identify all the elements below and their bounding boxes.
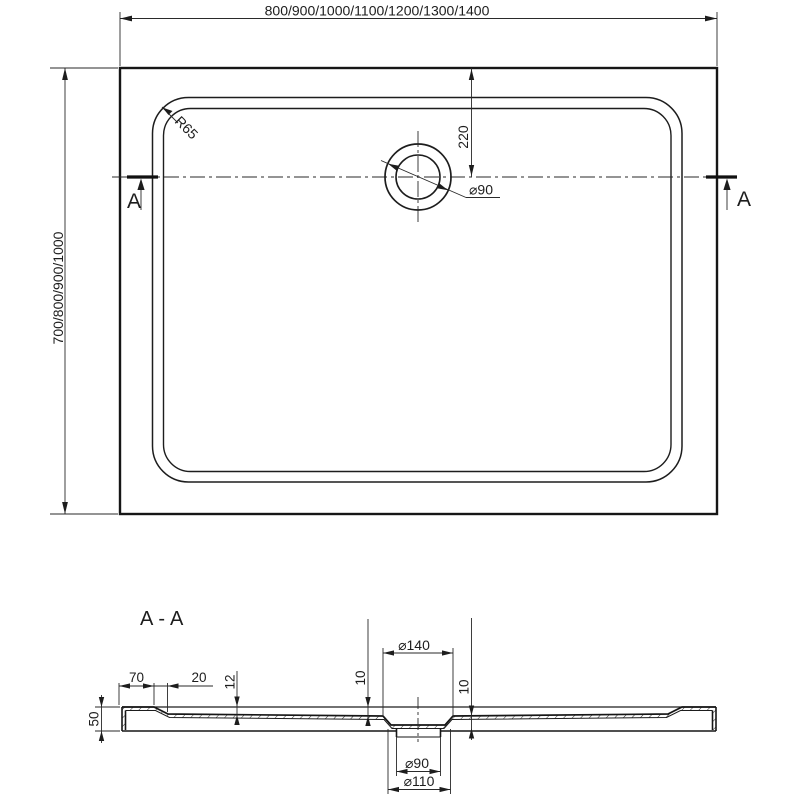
dim-recess-depth-label: 10 (456, 679, 472, 695)
dim-rim-width-label: 70 (128, 670, 145, 685)
dim-drain-offset-label: 220 (455, 125, 471, 149)
section-view (87, 608, 717, 794)
arrow-down-icon (234, 697, 239, 707)
dim-recess-bottom-diameter-label: ⌀110 (403, 773, 435, 789)
arrow-left-icon (388, 787, 399, 792)
dim-drain-offset (469, 68, 474, 177)
arrow-left-icon (168, 683, 179, 688)
arrow-radius-icon (163, 108, 173, 116)
dim-rim-depth-label: 12 (222, 674, 238, 690)
arrow-down-icon (469, 165, 474, 176)
arrow-down-icon (99, 697, 104, 707)
section-title: A-A (140, 608, 189, 630)
top-view (50, 3, 751, 515)
arrow-down-icon (62, 502, 68, 514)
dim-corner-radius-label: R65 (171, 112, 202, 143)
basin-inner-rounded-rect (164, 109, 672, 472)
tray-outer-rect (120, 68, 717, 514)
arrow-down-icon (469, 706, 474, 716)
arrow-up-icon (62, 68, 68, 80)
arrow-up-icon (469, 69, 474, 80)
dim-width-label: 800/900/1000/1100/1200/1300/1400 (264, 2, 490, 19)
dim-recess-top-diameter-label: ⌀140 (398, 637, 430, 653)
arrow-up-icon (723, 179, 730, 191)
dim-floor-depth-label: 10 (353, 670, 368, 686)
dim-slope-width-label: 20 (191, 670, 207, 685)
arrow-up-icon (99, 731, 104, 741)
tray-shell-outline (122, 707, 716, 737)
arrow-up-icon (137, 179, 144, 191)
dim-drain-diameter-label: ⌀90 (469, 181, 494, 198)
arrow-right-icon (143, 683, 154, 688)
arrow-right-icon (442, 650, 453, 655)
arrow-left-icon (383, 650, 394, 655)
arrow-down-icon (365, 697, 370, 707)
dim-width (120, 12, 717, 66)
arrow-left-icon (120, 16, 132, 22)
arrow-right-icon (440, 787, 451, 792)
dim-depth-label: 700/800/900/1000 (50, 231, 66, 345)
dim-tray-height-label: 50 (86, 711, 102, 727)
dim-recess-depth (469, 618, 474, 740)
arrow-right-icon (705, 16, 717, 22)
dim-drain-hole-diameter-label: ⌀90 (404, 755, 430, 771)
arrow-up-icon (469, 729, 474, 739)
section-marker-right-label: A (736, 188, 752, 211)
section-marker-left-label: A (126, 190, 142, 213)
section-marker-right (706, 177, 737, 210)
